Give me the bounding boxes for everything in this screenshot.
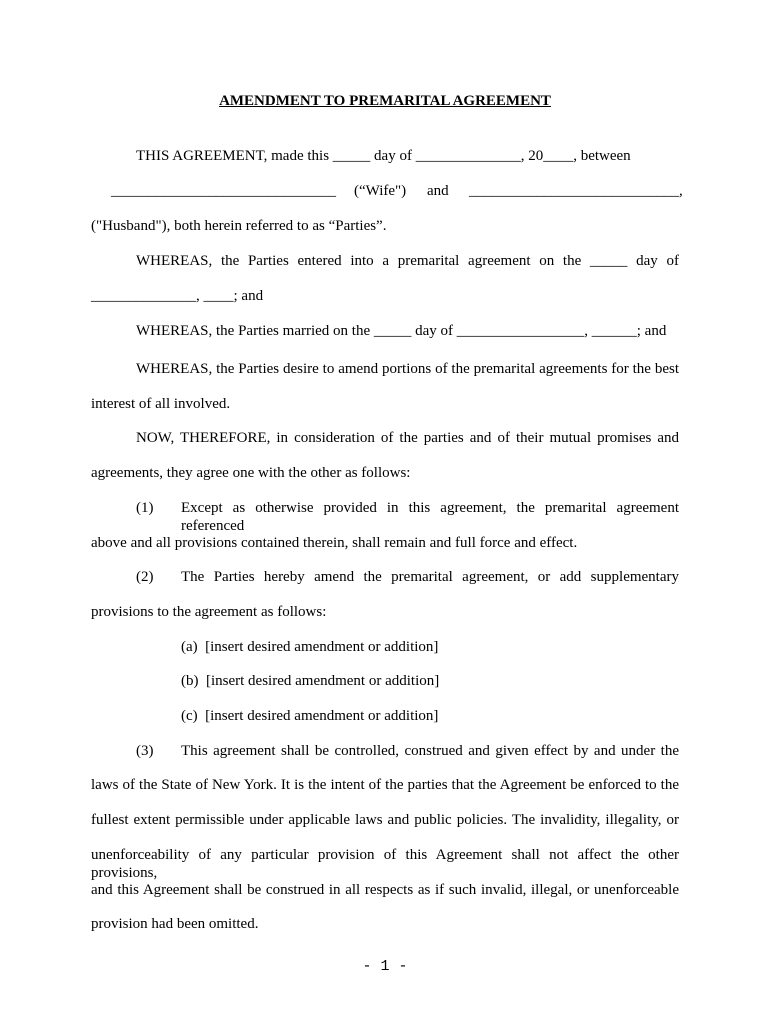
amendment-item-a: (a) [insert desired amendment or addition] — [181, 639, 439, 655]
whereas-2: WHEREAS, the Parties married on the _____ day of _________________, ______; and — [136, 323, 667, 339]
whereas-3-line-1: WHEREAS, the Parties desire to amend portions of the premarital agreements for the best — [136, 361, 679, 377]
husband-name-blank: ____________________________, — [469, 183, 683, 199]
intro-and: and — [427, 183, 449, 199]
amendment-item-b: (b) [insert desired amendment or addition] — [181, 673, 440, 689]
paragraph-2-number: (2) — [136, 569, 154, 585]
paragraph-2-line-1: The Parties hereby amend the premarital agreement, or add supplementary — [181, 569, 679, 585]
wife-name-blank: ______________________________ — [111, 183, 336, 199]
wife-label: (“Wife") — [354, 183, 407, 199]
paragraph-3-line-3: fullest extent permissible under applicable laws and public policies. The invalidity, illegality, or — [91, 812, 679, 828]
paragraph-1-number: (1) — [136, 500, 154, 516]
now-therefore-line-2: agreements, they agree one with the other as follows: — [91, 465, 411, 481]
paragraph-2-line-2: provisions to the agreement as follows: — [91, 604, 327, 620]
document-title: AMENDMENT TO PREMARITAL AGREEMENT — [219, 93, 551, 109]
whereas-1-line-1: WHEREAS, the Parties entered into a premarital agreement on the _____ day of — [136, 253, 679, 269]
paragraph-1-line-2: above and all provisions contained therein, shall remain and full force and effect. — [91, 535, 578, 551]
paragraph-3-line-6: provision had been omitted. — [91, 916, 259, 932]
paragraph-3-number: (3) — [136, 743, 154, 759]
paragraph-1-line-1: Except as otherwise provided in this agreement, the premarital agreement referenced — [181, 500, 679, 534]
paragraph-3-line-2: laws of the State of New York. It is the intent of the parties that the Agreement be enforced to the — [91, 777, 679, 793]
amendment-item-c: (c) [insert desired amendment or addition] — [181, 708, 439, 724]
now-therefore-line-1: NOW, THEREFORE, in consideration of the parties and of their mutual promises and — [136, 430, 679, 446]
paragraph-3-line-4: unenforceability of any particular provision of this Agreement shall not affect the other provisions, — [91, 847, 679, 881]
page-number: - 1 - — [362, 958, 408, 975]
paragraph-3-line-1: This agreement shall be controlled, construed and given effect by and under the — [181, 743, 679, 759]
intro-line-3: ("Husband"), both herein referred to as “Parties”. — [91, 218, 387, 234]
whereas-1-line-2: ______________, ____; and — [91, 288, 264, 304]
paragraph-3-line-5: and this Agreement shall be construed in all respects as if such invalid, illegal, or unenforceable — [91, 882, 679, 898]
whereas-3-line-2: interest of all involved. — [91, 396, 231, 412]
intro-line-1: THIS AGREEMENT, made this _____ day of ______________, 20____, between — [136, 148, 631, 164]
